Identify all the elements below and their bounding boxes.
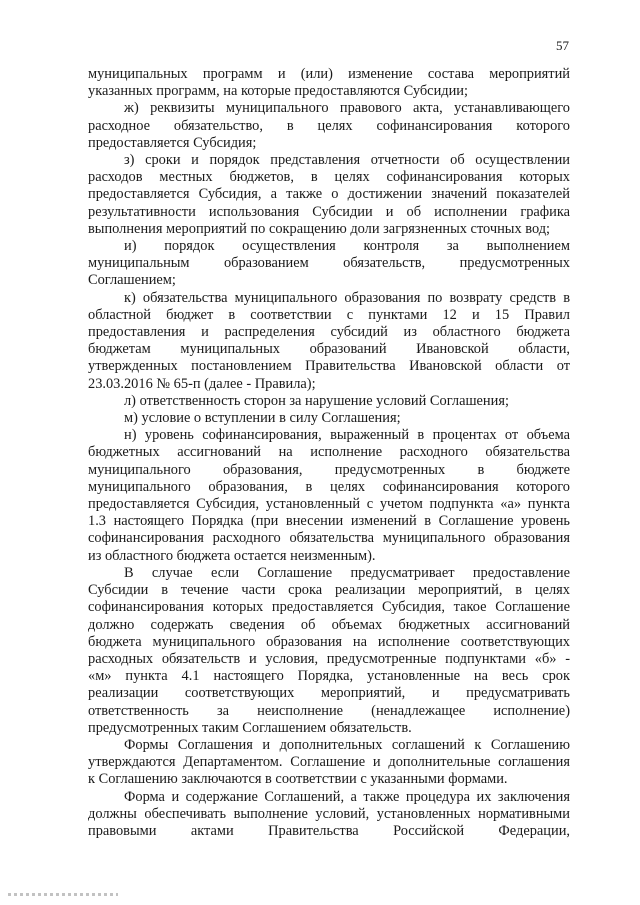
text-line: из областного бюджета остается неизменным).: [88, 547, 376, 564]
text-line: Субсидии в течение части срока реализации мероприятий, в целях: [88, 582, 570, 599]
text-line: предоставления и распределения субсидий из областного бюджета: [88, 324, 570, 341]
text-line: В случае если Соглашение предусматривает предоставление: [124, 564, 570, 581]
text-line: софинансирования расходного обязательства муниципального образования: [88, 530, 570, 547]
text-line: указанных программ, на которые предоставляются Субсидии;: [88, 83, 468, 100]
text-line: 1.3 настоящего Порядка (при внесении изменений в Соглашение уровень: [88, 513, 570, 530]
document-body: [88, 66, 570, 840]
text-line: результативности использования Субсидии и об исполнении графика: [88, 203, 570, 220]
text-line: предоставляется Субсидия;: [88, 134, 257, 151]
text-line: реализации соответствующих мероприятий, и предусматривать: [88, 685, 570, 702]
text-line: правовыми актами Правительства Российской Федерации,: [88, 822, 570, 839]
text-line: предусмотренных таким Соглашением обязательств.: [88, 719, 412, 736]
text-line: утверждаются Департаментом. Соглашение и дополнительные соглашения: [88, 754, 570, 771]
text-line: областной бюджет в соответствии с пунктами 12 и 15 Правил: [88, 306, 570, 323]
text-line: должно содержать сведения об объемах бюджетных ассигнований: [88, 616, 570, 633]
text-line: Форма и содержание Соглашений, а также процедура их заключения: [124, 788, 570, 805]
text-line: ответственность за неисполнение (ненадлежащее исполнение): [88, 702, 570, 719]
text-line: муниципальных программ и (или) изменение состава мероприятий: [88, 66, 570, 82]
text-line: муниципальным образованием обязательств, предусмотренных: [88, 255, 570, 272]
text-line: софинансирования которых предоставляется Субсидия, такое Соглашение: [88, 599, 570, 616]
text-line: муниципального образования, предусмотренных в бюджете: [88, 461, 570, 478]
text-line: к) обязательства муниципального образования по возврату средств в: [124, 289, 570, 306]
text-line: Соглашением;: [88, 272, 176, 289]
text-line: расходных обязательств и условия, предусмотренные подпунктами «б» -: [88, 650, 570, 667]
text-line: утвержденных постановлением Правительства Ивановской области от: [88, 358, 570, 375]
text-line: Формы Соглашения и дополнительных соглашений к Соглашению: [124, 736, 570, 753]
text-line: 23.03.2016 № 65-п (далее - Правила);: [88, 375, 316, 392]
text-line: предоставляется Субсидия, а также о достижении значений показателей: [88, 186, 570, 203]
text-line: должны обеспечивать выполнение условий, установленных нормативными: [88, 805, 570, 822]
text-line: предоставляется Субсидия, установленный с учетом подпункта «а» пункта: [88, 496, 570, 513]
text-line: ж) реквизиты муниципального правового акта, устанавливающего: [124, 100, 570, 117]
text-line: к Соглашению заключаются в соответствии с указанными формами.: [88, 771, 508, 788]
text-line: л) ответственность сторон за нарушение условий Соглашения;: [124, 392, 509, 409]
text-line: расходов местных бюджетов, в целях софинансирования которых: [88, 169, 570, 186]
text-line: бюджетных ассигнований на исполнение расходного обязательства: [88, 444, 570, 461]
text-line: муниципального образования, в целях софинансирования которого: [88, 478, 570, 495]
text-line: бюджета муниципального образования на исполнение соответствующих: [88, 633, 570, 650]
text-line: «м» пункта 4.1 настоящего Порядка, установленные на весь срок: [88, 668, 570, 685]
text-line: и) порядок осуществления контроля за выполнением: [124, 238, 570, 255]
text-line: з) сроки и порядок представления отчетности об осуществлении: [124, 152, 570, 169]
text-line: бюджетам муниципальных образований Ивановской области,: [88, 341, 570, 358]
text-line: расходное обязательство, в целях софинансирования которого: [88, 117, 570, 134]
text-line: м) условие о вступлении в силу Соглашения;: [124, 410, 401, 427]
scan-artifact: [8, 893, 118, 896]
text-line: н) уровень софинансирования, выраженный в процентах от объема: [124, 427, 570, 444]
text-line: выполнения мероприятий по сокращению доли загрязненных сточных вод;: [88, 220, 551, 237]
page-number: 57: [556, 38, 569, 53]
